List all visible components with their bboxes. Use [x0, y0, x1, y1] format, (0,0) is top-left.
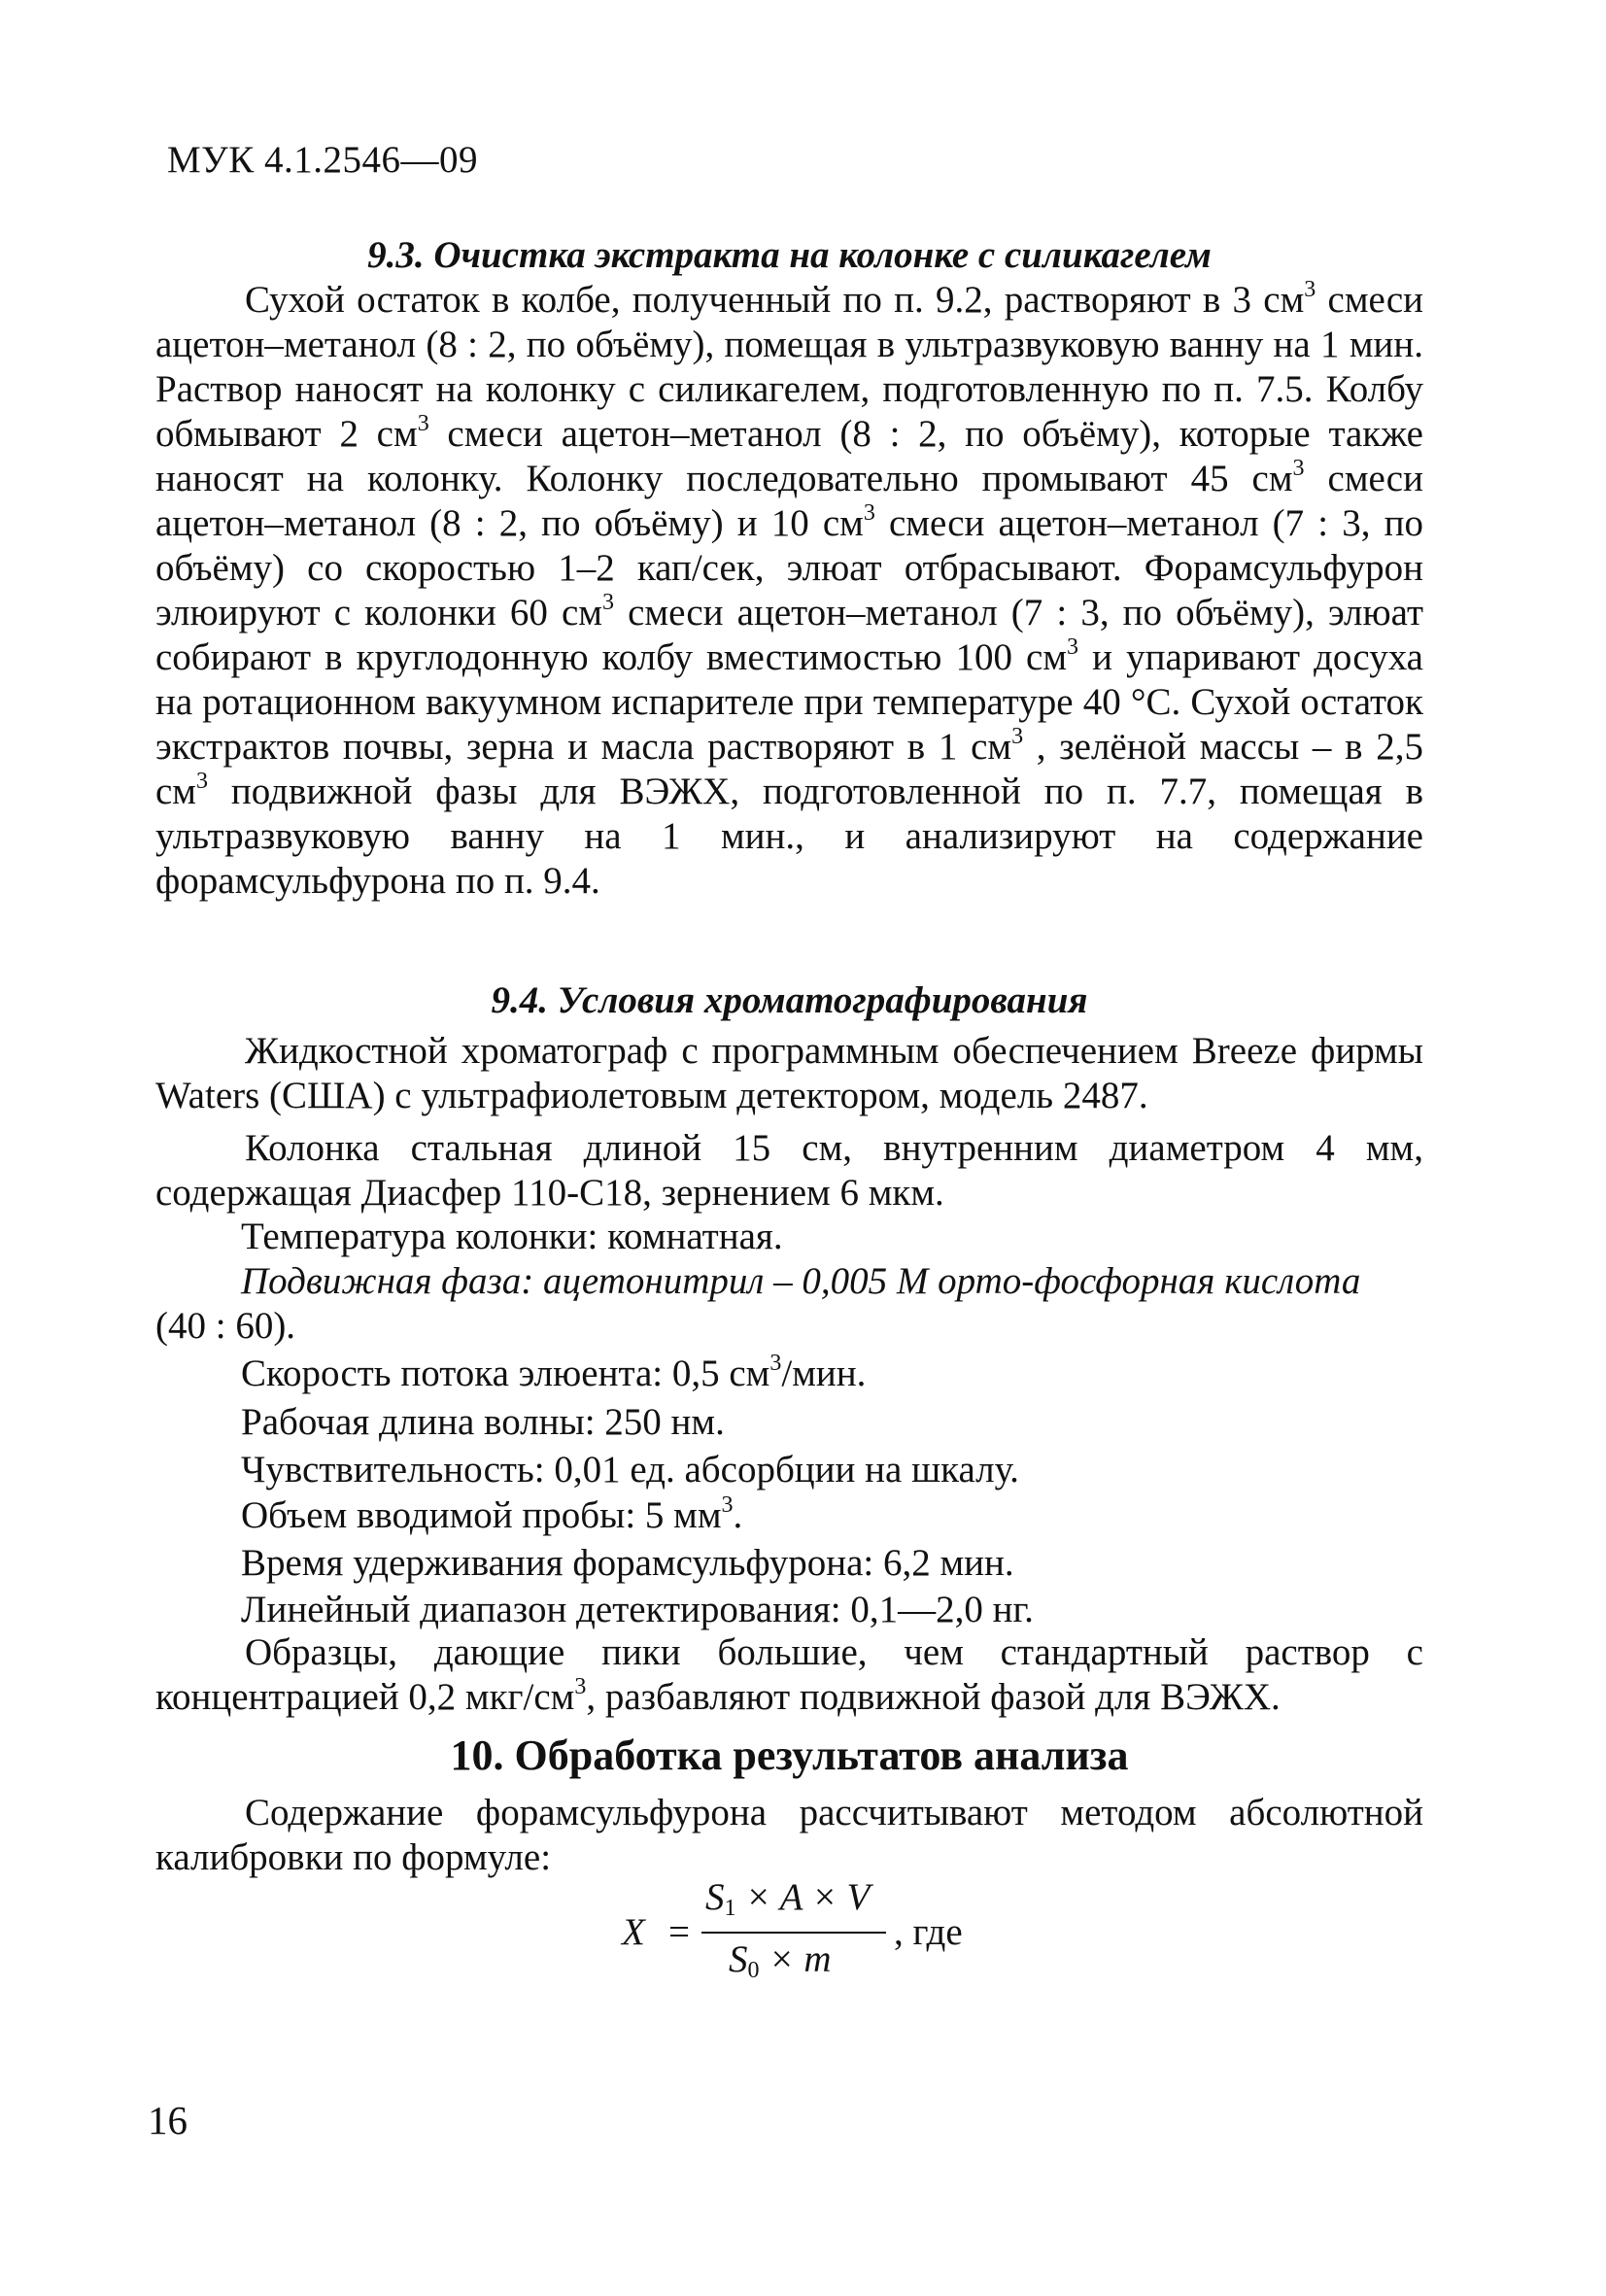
superscript: 3 — [1011, 724, 1024, 749]
retention-time: Время удерживания форамсульфурона: 6,2 мин. — [241, 1542, 1014, 1584]
section-9-4-title: 9.4. Условия хроматографирования — [491, 979, 1088, 1021]
formula-lhs: X — [622, 1911, 645, 1953]
equipment-paragraph: Жидкостной хроматограф с программным обеспечением Breeze фирмы Waters (США) с ультрафиолетовым детектором, модель 2487. — [155, 1030, 1423, 1116]
formula-den-sub: 0 — [747, 1958, 760, 1983]
text-run: смеси ацетон–метанол (8 : 2, по объёму) и 10 см — [155, 458, 1423, 544]
injection-volume — [241, 1493, 742, 1537]
formula-num-rest: × A × V — [735, 1876, 871, 1918]
text-run: Сухой остаток в колбе, полученный по п. 9.2, растворяют в 3 см — [245, 279, 1305, 321]
section-9-3-body — [155, 278, 1423, 904]
column-paragraph: Колонка стальная длиной 15 см, внутренним диаметром 4 мм, содержащая Диасфер 110-С18, зернением 6 мкм. — [155, 1127, 1423, 1214]
text-run: , разбавляют подвижной фазой для ВЭЖХ. — [586, 1676, 1281, 1718]
linear-range: Линейный диапазон детектирования: 0,1—2,0 нг. — [241, 1589, 1034, 1630]
section-10-body — [155, 1791, 1423, 1880]
formula-denominator — [729, 1937, 831, 1981]
samples-paragraph — [155, 1630, 1423, 1720]
formula-fraction-bar — [701, 1932, 886, 1934]
superscript: 3 — [1067, 634, 1079, 660]
flow-rate-unit: /мин. — [781, 1353, 867, 1394]
mobile-phase-line2: (40 : 60). — [155, 1305, 296, 1347]
superscript: 3 — [574, 1674, 587, 1699]
flow-rate — [241, 1352, 866, 1395]
section-9-4-equipment — [155, 1029, 1423, 1118]
formula-den-rest: × m — [759, 1938, 832, 1980]
section-9-4-column — [155, 1126, 1423, 1216]
superscript: 3 — [196, 769, 208, 794]
text-run: смеси ацетон–метанол (7 : 3, по объёму) со скоростью 1–2 кап/сек, элюат отбрасывают. Форамсульфурон элюируют с колонки 60 см — [155, 502, 1423, 634]
flow-rate-text: Скорость потока элюента: 0,5 см — [241, 1353, 770, 1394]
text-run: смеси ацетон–метанол (7 : 3, по объёму), элюат собирают в круглодонную колбу вместимостью 100 см — [155, 592, 1423, 678]
superscript: 3 — [863, 500, 875, 526]
samples-block — [155, 1630, 1423, 1720]
section-10-paragraph: Содержание форамсульфурона рассчитывают методом абсолютной калибровки по формуле: — [155, 1792, 1423, 1878]
calculation-formula — [612, 1875, 1040, 1992]
formula-den-s: S — [729, 1938, 748, 1980]
wavelength: Рабочая длина волны: 250 нм. — [241, 1401, 725, 1443]
section-10-title: 10. Обработка результатов анализа — [450, 1731, 1129, 1779]
superscript: 3 — [417, 411, 429, 436]
text-run: Образцы, дающие пики большие, чем стандартный раствор с концентрацией 0,2 мкг/см — [155, 1631, 1423, 1718]
section-9-3-paragraph — [155, 278, 1423, 904]
text-run: , зелёной массы – в 2,5 см — [155, 726, 1423, 812]
injection-volume-text: Объем вводимой пробы: 5 мм — [241, 1494, 722, 1536]
page-number: 16 — [148, 2098, 188, 2142]
formula-num-sub: 1 — [724, 1896, 736, 1921]
sensitivity: Чувствительность: 0,01 ед. абсорбции на шкалу. — [241, 1449, 1019, 1491]
superscript: 3 — [1304, 277, 1316, 302]
section-9-3-title: 9.3. Очистка экстракта на колонке с силикагелем — [367, 234, 1212, 276]
superscript: 3 — [601, 590, 614, 615]
injection-volume-sup: 3 — [721, 1492, 734, 1518]
formula-numerator — [705, 1875, 870, 1919]
superscript: 3 — [1292, 456, 1305, 481]
text-run: смеси ацетон–метанол (8 : 2, по объёму), которые также наносят на колонку. Колонку последовательно промывают 45 см — [155, 413, 1423, 499]
text-run: подвижной фазы для ВЭЖХ, подготовленной по п. 7.7, помещая в ультразвуковую ванну на 1 мин., и анализируют на содержание форамсульфурона по п. 9.4. — [155, 771, 1423, 902]
formula-num-s: S — [705, 1876, 725, 1918]
formula-equals: = — [668, 1911, 690, 1953]
mobile-phase-line1: Подвижная фаза: ацетонитрил – 0,005 М орто-фосфорная кислота — [241, 1260, 1361, 1302]
document-code-header: МУК 4.1.2546—09 — [167, 139, 479, 181]
column-temperature: Температура колонки: комнатная. — [241, 1216, 783, 1257]
text-run: смеси ацетон–метанол (8 : 2, по объёму), помещая в ультразвуковую ванну на 1 мин. Раствор наносят на колонку с силикагелем, подготовленную по п. 7.5. Колбу обмывают 2 см — [155, 279, 1423, 455]
flow-rate-sup: 3 — [769, 1351, 782, 1376]
injection-volume-end: . — [733, 1494, 743, 1536]
text-run: и упаривают досуха на ротационном вакуумном испарителе при температуре 40 °С. Сухой остаток экстрактов почвы, зерна и масла растворяют в 1 см — [155, 636, 1423, 768]
formula-where: , где — [894, 1911, 963, 1953]
